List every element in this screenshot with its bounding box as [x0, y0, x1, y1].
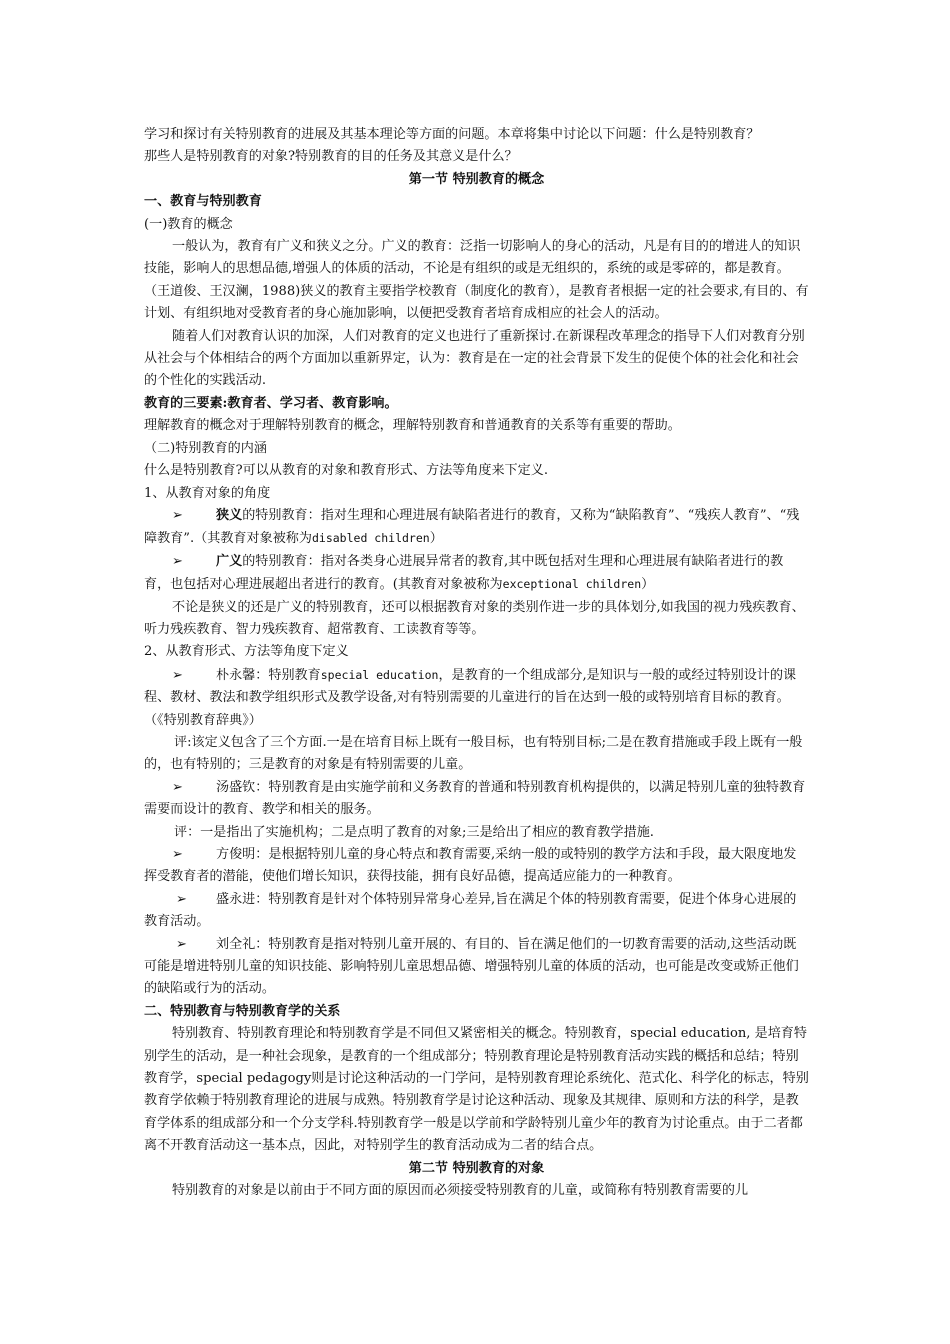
- bullet-narrow: [144, 505, 809, 551]
- bullet-liu: [144, 934, 809, 1001]
- paragraph-education-new: 随着人们对教育认识的加深，人们对教育的定义也进行了重新探讨.在新课程改革理念的指导下人们对教育分别从社会与个体相结合的两个方面加以重新界定，认为：教育是在一定的社会背景下发生的促使个体的社会化和社会的个性化的实践活动.: [144, 328, 805, 389]
- paragraph-what: 什么是特别教育?可以从教育的对象和教育形式、方法等角度来下定义.: [144, 463, 548, 479]
- arrow-bullet-icon: ➢: [172, 553, 183, 569]
- arrow-bullet-icon: ➢: [172, 847, 183, 862]
- piao-text-2: ，是教育的一个组成部分,是知识与一般的或经过特别设计的课程、教材、教法和教学组织形式及教学设备,对有特别需要的儿童进行的旨在达到一般的或特别培育目标的教育。（《特别教育辞典》）: [144, 667, 797, 728]
- broad-term: 广义: [216, 553, 243, 569]
- paragraph-relation: 特别教育、特别教育理论和特别教育学是不同但又紧密相关的概念。特别教育，special education, 是培育特别学生的活动，是一种社会现象，是教育的一个组成部分；特别教育理论是特别教育活动实践的概括和总结；特别教育学，special pedagogy则是讨论这种活动的一门学问，是特别教育理论系统化、范式化、科学化的标志，特别教育学依赖于特别教育理论的进展与成熟。特别教育学是讨论这种活动、现象及其规律、原则和方法的科学，是教育学体系的组成部分和一个分支学科.特别教育学一般是以学前和学龄特别儿童少年的教育为讨论重点。由于二者都离不开教育活动这一基本点，因此，对特别学生的教育活动成为二者的结合点。: [144, 1026, 809, 1154]
- heading-1-2: （二)特别教育的内涵: [144, 440, 267, 456]
- document-page: [144, 124, 809, 1203]
- paragraph-object: 特别教育的对象是以前由于不同方面的原因而必须接受特别教育的儿童，或简称有特别教育需要的儿: [172, 1183, 749, 1199]
- narrow-tail: ）: [429, 531, 443, 547]
- narrow-text: 的特别教育：指对生理和心理进展有缺陷者进行的教育，又称为“缺陷教育”、“残疾人教育”、“残障教育”.（其教育对象被称为: [144, 507, 800, 547]
- arrow-bullet-icon: ➢: [176, 936, 187, 952]
- arrow-bullet-icon: ➢: [172, 779, 183, 795]
- section-1-title: 第一节 特别教育的概念: [408, 171, 545, 187]
- liu-text: 刘全礼：特别教育是指对特别儿童开展的、有目的、旨在满足他们的一切教育需要的活动,这些活动既可能是增进特别儿童的知识技能、影响特别儿童思想品德、增强特别儿童的体质的活动，也可能是改变或矫正他们的缺陷或行为的活动。: [144, 936, 799, 997]
- broad-text: 的特别教育：指对各类身心进展异常者的教育,其中既包括对生理和心理进展有缺陷者进行的教育，也包括对心理进展超出者进行的教育。(其教育对象被称为: [144, 553, 784, 593]
- intro-line-2: 那些人是特别教育的对象?特别教育的目的任务及其意义是什么？: [144, 149, 518, 165]
- sheng-text: 盛永进：特别教育是针对个体特别异常身心差异,旨在满足个体的特别教育需要，促进个体身心进展的教育活动。: [144, 891, 797, 930]
- bullet-fang: [144, 844, 809, 889]
- heading-angle-1: 1、从教育对象的角度: [144, 485, 271, 501]
- paragraph-either: 不论是狭义的还是广义的特别教育，还可以根据教育对象的类别作进一步的具体划分,如我国的视力残疾教育、听力残疾教育、智力残疾教育、超常教育、工读教育等等。: [144, 599, 805, 637]
- narrow-term: 狭义: [216, 507, 243, 523]
- arrow-bullet-icon: ➢: [176, 891, 187, 907]
- comment-1: 评:该定义包含了三个方面.一是在培育目标上既有一般目标，也有特别目标;二是在教育措施或手段上既有一般的，也有特别的；三是教育的对象是有特别需要的儿童。: [144, 734, 803, 773]
- intro-line-1: 学习和探讨有关特别教育的进展及其基本理论等方面的问题。本章将集中讨论以下问题：什么是特别教育？: [144, 127, 760, 142]
- comment-2: 评：一是指出了实施机构；二是点明了教育的对象;三是给出了相应的教育教学措施.: [174, 824, 654, 840]
- broad-tail: ）: [641, 577, 655, 593]
- bullet-sheng: [144, 889, 809, 934]
- heading-2: 二、特别教育与特别教育学的关系: [144, 1003, 341, 1019]
- broad-english: exceptional children: [502, 577, 642, 592]
- arrow-bullet-icon: ➢: [172, 667, 183, 683]
- paragraph-understand: 理解教育的概念对于理解特别教育的概念，理解特别教育和普通教育的关系等有重要的帮助。: [144, 418, 681, 434]
- piao-text-1: 朴永馨：特别教育: [216, 667, 321, 683]
- bullet-piao: [144, 664, 809, 732]
- bullet-tang: [144, 777, 809, 822]
- bullet-broad: [144, 551, 809, 597]
- paragraph-education-general: 一般认为，教育有广义和狭义之分。广义的教育：泛指一切影响人的身心的活动，凡是有目的的增进人的知识技能，影响人的思想品德,增强人的体质的活动，不论是有组织的或是无组织的，系统的或是零碎的，都是教育。（王道俊、王汉澜，1988)狭义的教育主要指学校教育（制度化的教育），是教育者根据一定的社会要求,有目的、有计划、有组织地对受教育者的身心施加影响，以便把受教育者培育成相应的社会人的活动。: [144, 239, 809, 322]
- heading-1-1: (一)教育的概念: [144, 216, 233, 232]
- heading-angle-2: 2、从教育形式、方法等角度下定义: [144, 644, 349, 660]
- education-three-elements: 教育的三要素:教育者、学习者、教育影响。: [144, 395, 398, 411]
- arrow-bullet-icon: ➢: [172, 507, 183, 523]
- heading-1: 一、教育与特别教育: [144, 194, 262, 210]
- fang-text: 方俊明：是根据特别儿童的身心特点和教育需要,采纳一般的或特别的教学方法和手段，最大限度地发挥受教育者的潜能，使他们增长知识，获得技能，拥有良好品德，提高适应能力的一种教育。: [144, 847, 797, 885]
- tang-text: 汤盛钦：特别教育是由实施学前和义务教育的普通和特别教育机构提供的，以满足特别儿童的独特教育需要而设计的教育、教学和相关的服务。: [144, 779, 806, 818]
- piao-english: special education: [320, 667, 439, 682]
- narrow-english: disabled children: [311, 531, 430, 546]
- section-2-title: 第二节 特别教育的对象: [408, 1160, 545, 1176]
